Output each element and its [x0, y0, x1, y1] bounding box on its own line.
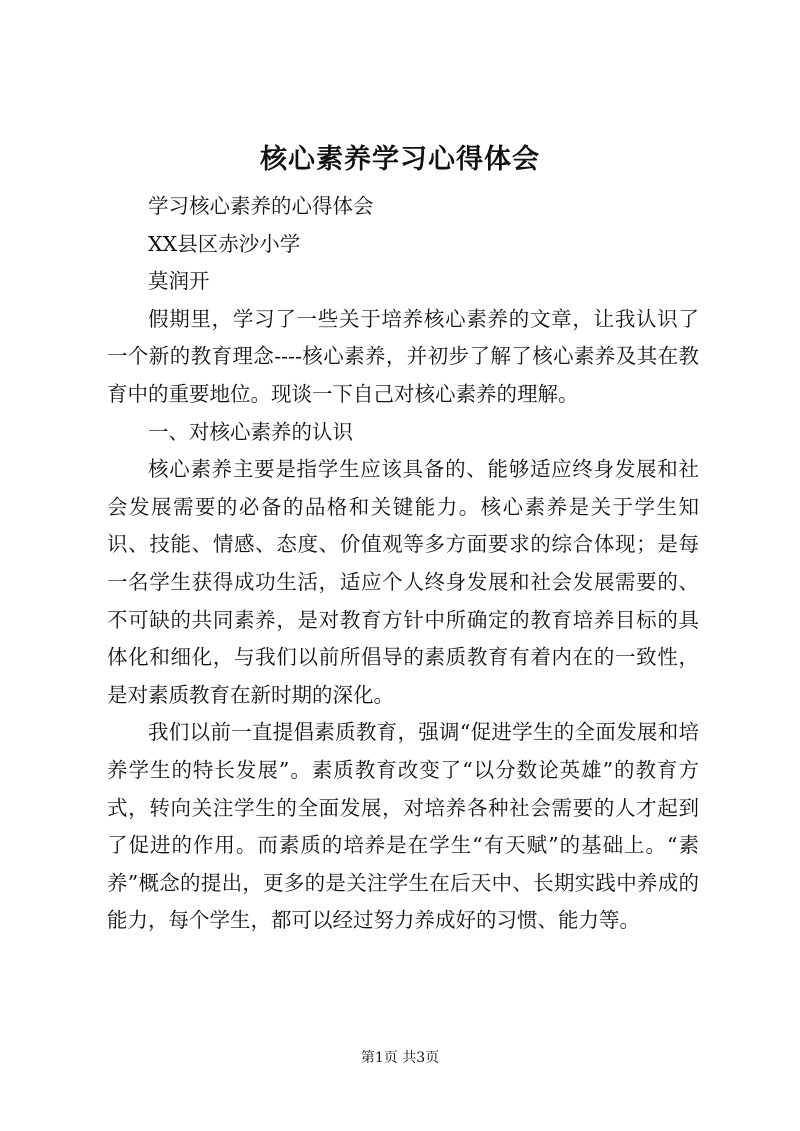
- page-footer: 第1页 共3页: [360, 1050, 440, 1066]
- section-heading: 一、对核心素养的认识: [148, 419, 353, 444]
- paragraph-school: XX县区赤沙小学: [148, 231, 301, 256]
- paragraph-body: 核心素养主要是指学生应该具备的、能够适应终身发展和社会发展需要的必备的品格和关键能力。核心素养是关于学生知识、技能、情感、态度、价值观等多方面要求的综合体现；是每一名学生获得成功生活，适应个人终身发展和社会发展需要的、不可缺的共同素养，是对教育方针中所确定的教育培养目标的具体化和细化，与我们以前所倡导的素质教育有着内在的一致性，是对素质教育在新时期的深化。: [107, 457, 699, 707]
- paragraph-author: 莫润开: [148, 269, 210, 294]
- paragraph-subtitle: 学习核心素养的心得体会: [148, 194, 374, 218]
- paragraph-body: 我们以前一直提倡素质教育，强调“促进学生的全面发展和培养学生的特长发展”。素质教育改变了“以分数论英雄”的教育方式，转向关注学生的全面发展，对培养各种社会需要的人才起到了促进的作用。而素质的培养是在学生“有天赋”的基础上。“素养”概念的提出，更多的是关注学生在后天中、长期实践中养成的能力，每个学生，都可以经过努力养成好的习惯、能力等。: [107, 720, 699, 933]
- document-body: [107, 188, 699, 940]
- document-title: 核心素养学习心得体会: [260, 144, 540, 175]
- paragraph-intro: 假期里，学习了一些关于培养核心素养的文章，让我认识了一个新的教育理念----核心素养，并初步了解了核心素养及其在教育中的重要地位。现谈一下自己对核心素养的理解。: [107, 306, 699, 406]
